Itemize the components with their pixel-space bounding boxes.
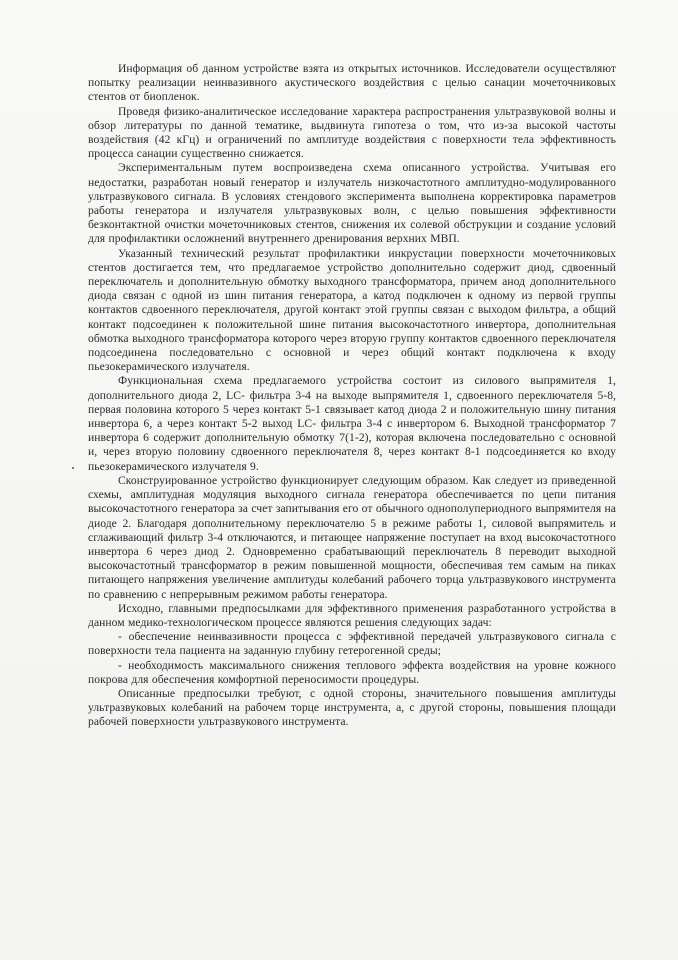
list-item-thermal-effect: - необходимость максимального снижения теплового эффекта воздействия на уровне кожного покрова для обеспечения комфортной переносимости процедуры. bbox=[88, 658, 616, 686]
paragraph-functional-scheme: Функциональная схема предлагаемого устройства состоит из силового выпрямителя 1, дополнительного диода 2, LC- фильтра 3-4 на выходе выпрямителя 1, сдвоенного переключателя 5-8, первая половина которого 5 через контакт 5-1 связывает катод диода 2 и положительную шину питания инвертора 6, а через контакт 5-2 выход LC- фильтра 3-4 с инвертором 6. Выходной трансформатор 7 инвертора 6 содержит дополнительную обмотку 7(1-2), которая включена последовательно с основной и, через вторую половину сдвоенного переключателя 8, через контакт 8-1 подсоединяется ко входу пьезокерамического излучателя 9. bbox=[88, 374, 616, 473]
scan-speck bbox=[72, 467, 74, 469]
paragraph-experiment: Экспериментальным путем воспроизведена схема описанного устройства. Учитывая его недостатки, разработан новый генератор и излучатель низкочастотного амплитудно-модулированного ультразвукового сигнала. В условиях стендового эксперимента выполнена корректировка параметров работы генератора и излучателя ультразвуковых волн, с целью повышения эффективности безконтактной очистки мочеточниковых стентов, снижения их солевой обструкции и создание условий для профилактики осложнений внутреннего дренирования верхних МВП. bbox=[88, 161, 616, 246]
paragraph-operation: Сконструированное устройство функционирует следующим образом. Как следует из приведенной схемы, амплитудная модуляция выходного сигнала генератора обеспечивается по цепи питания высокочастотного генератора за счет запитывания его от обычного однополупериодного выпрямителя на диоде 2. Благодаря дополнительному переключателю 5 в режиме работы 1, силовой выпрямитель и сглаживающий фильтр 3-4 отключаются, и питающее напряжение поступает на вход высокочастотного инвертора 6 через диод 2. Одновременно срабатывающий переключатель 8 переводит выходной высокочастотный трансформатор в режим повышенной мощности, обеспечивая тем самым на пиках питающего напряжения увеличение амплитуды колебаний рабочего торца ультразвукового инструмента по сравнению с непрерывным режимом работы генератора. bbox=[88, 473, 617, 601]
paragraph-conclusion: Описанные предпосылки требуют, с одной стороны, значительного повышения амплитуды ультразвуковых колебаний на рабочем торце инструмента, а, с другой стороны, повышения площади рабочей поверхности ультразвукового инструмента. bbox=[88, 686, 616, 729]
paragraph-technical-result: Указанный технический результат профилактики инкрустации поверхности мочеточниковых стентов достигается тем, что предлагаемое устройство дополнительно содержит диод, сдвоенный переключатель и дополнительную обмотку выходного трансформатора, причем анод дополнительного диода связан с одной из шин питания генератора, а катод подключен к одному из первой группы контактов сдвоенного переключателя, другой контакт этой группы связан с выходом фильтра, а общий контакт подсоединен к положительной шине питания высокочастотного инвертора, дополнительная обмотка выходного трансформатора которого через вторую группу контактов сдвоенного переключателя подсоединена последовательно с основной и через общий контакт подключена к входу пьезокерамического излучателя. bbox=[88, 246, 616, 374]
paragraph-hypothesis: Проведя физико-аналитическое исследование характера распространения ультразвуковой волны и обзор литературы по данной тематике, выдвинута гипотеза о том, что из-за высокой частоты воздействия (42 кГц) и ограничений по амплитуде воздействия с поверхности тела эффективность процесса санации существенно снижается. bbox=[88, 104, 616, 161]
list-item-noninvasive: - обеспечение неинвазивности процесса с эффективной передачей ультразвукового сигнала с поверхности тела пациента на заданную глубину гетерогенной среды; bbox=[88, 630, 616, 658]
paragraph-source-info: Информация об данном устройстве взята из открытых источников. Исследователи осуществляют попытку реализации неинвазивного акустического воздействия с целью санации мочеточниковых стентов от биопленок. bbox=[88, 62, 616, 104]
paragraph-prerequisites: Исходно, главными предпосылками для эффективного применения разработанного устройства в данном медико-технологическом процессе являются решения следующих задач: bbox=[88, 601, 616, 629]
